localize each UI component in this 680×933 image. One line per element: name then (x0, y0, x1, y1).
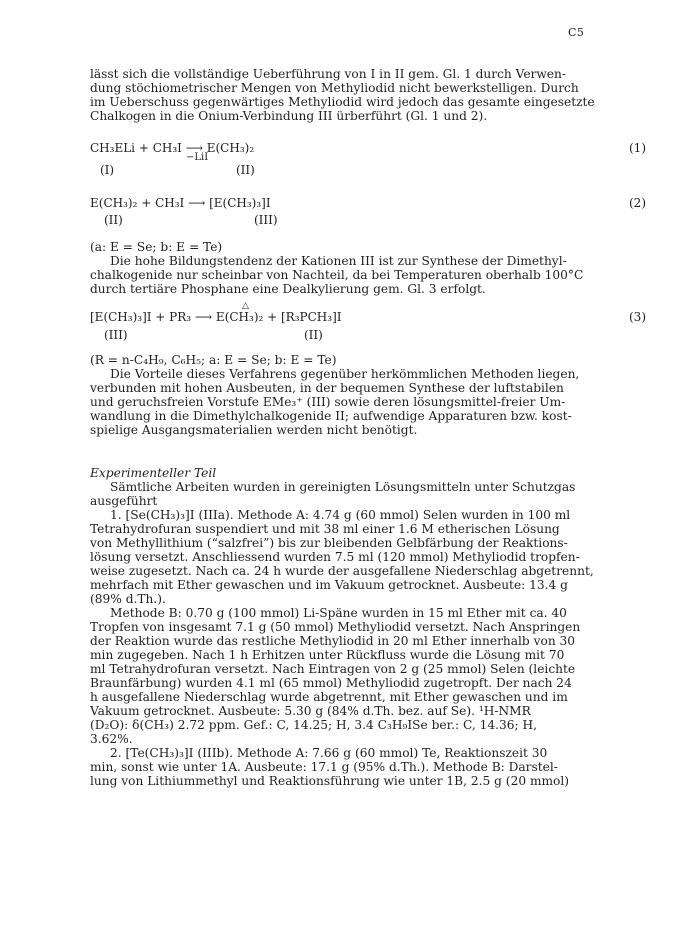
text-line: dung stöchiometrischer Mengen von Methyliodid nicht bewerkstelligen. Durch (90, 81, 579, 95)
text-line: Methode B: 0.70 g (100 mmol) Li-Späne wurden in 15 ml Ether mit ca. 40 (110, 606, 567, 620)
text-line: Tropfen von insgesamt 7.1 g (50 mmol) Methyliodid versetzt. Nach Anspringen (90, 620, 581, 634)
section-title: Experimenteller Teil (90, 466, 217, 480)
equation-3-arrow-label: △ (242, 301, 249, 311)
equation-1-number: (1) (629, 141, 646, 155)
page-number: C5 (568, 26, 585, 39)
text-line: mehrfach mit Ether gewaschen und im Vakuum getrocknet. Ausbeute: 13.4 g (90, 578, 568, 592)
text-line: 2. [Te(CH₃)₃]I (IIIb). Methode A: 7.66 g (60 mmol) Te, Reaktionszeit 30 (110, 746, 548, 760)
text-line: weise zugesetzt. Nach ca. 24 h wurde der ausgefallene Niederschlag abgetrennt, (90, 564, 594, 578)
text-line: ausgeführt (90, 494, 158, 508)
text-line: von Methyllithium (“salzfrei”) bis zur bleibenden Gelbfärbung der Reaktions- (90, 536, 568, 550)
text-line: ml Tetrahydrofuran versetzt. Nach Eintragen von 2 g (25 mmol) Selen (leichte (90, 662, 576, 676)
equation-2-label-a: (II) (104, 213, 123, 227)
equation-1-arrow-label: −LiI (186, 152, 209, 163)
paragraph-intro (90, 67, 595, 123)
text-line: durch tertiäre Phosphane eine Dealkylierung gem. Gl. 3 erfolgt. (90, 282, 486, 296)
text-line: h ausgefallene Niederschlag wurde abgetrennt, mit Ether gewaschen und im (90, 690, 568, 704)
text-line: im Ueberschuss gegenwärtiges Methyliodid wird jedoch das gesamte eingesetzte (90, 95, 595, 109)
equation-3-expression: [E(CH₃)₃]I + PR₃ ⟶ E(CH₃)₂ + [R₃PCH₃]I (90, 310, 342, 324)
equation-3-label-a: (III) (104, 328, 128, 342)
text-line: Die hohe Bildungstendenz der Kationen III ist zur Synthese der Dimethyl- (110, 254, 567, 268)
text-line: chalkogenide nur scheinbar von Nachteil, da bei Temperaturen oberhalb 100°C (90, 268, 584, 282)
equation-2-label-b: (III) (254, 213, 278, 227)
paragraph-advantages (90, 353, 590, 437)
text-line: Vakuum getrocknet. Ausbeute: 5.30 g (84% d.Th. bez. auf Se). ¹H-NMR (90, 704, 531, 718)
text-line: der Reaktion wurde das restliche Methyliodid in 20 ml Ether innerhalb von 30 (90, 634, 576, 648)
equation-2-expression: E(CH₃)₂ + CH₃I ⟶ [E(CH₃)₃]I (90, 196, 271, 210)
text-line: (a: E = Se; b: E = Te) (90, 240, 223, 254)
text-line: 3.62%. (90, 732, 133, 746)
text-line: (R = n-C₄H₉, C₆H₅; a: E = Se; b: E = Te) (90, 353, 337, 367)
text-line: lung von Lithiummethyl und Reaktionsführung wie unter 1B, 2.5 g (20 mmol) (90, 774, 570, 788)
text-line: Die Vorteile dieses Verfahrens gegenüber herkömmlichen Methoden liegen, (110, 367, 580, 381)
text-line: min, sonst wie unter 1A. Ausbeute: 17.1 g (95% d.Th.). Methode B: Darstel- (90, 760, 558, 774)
text-line: Chalkogen in die Onium-Verbindung III ürberführt (Gl. 1 und 2). (90, 109, 488, 123)
experimental-section (90, 466, 594, 788)
text-line: wandlung in die Dimethylchalkogenide II; aufwendige Apparaturen bzw. kost- (90, 409, 572, 423)
paragraph-dealkylation (90, 240, 590, 296)
text-line: spielige Ausgangsmaterialien werden nicht benötigt. (90, 423, 418, 437)
text-line: 1. [Se(CH₃)₃]I (IIIa). Methode A: 4.74 g (60 mmol) Selen wurden in 100 ml (110, 508, 571, 522)
text-line: lösung versetzt. Anschliessend wurden 7.5 ml (120 mmol) Methyliodid tropfen- (90, 550, 580, 564)
text-line: min zugegeben. Nach 1 h Erhitzen unter Rückfluss wurde die Lösung mit 70 (90, 648, 565, 662)
equation-1 (90, 141, 646, 177)
equation-1-label-b: (II) (236, 163, 255, 177)
text-line: lässt sich die vollständige Ueberführung von I in II gem. Gl. 1 durch Verwen- (90, 67, 566, 81)
text-line: Braunfärbung) wurden 4.1 ml (65 mmol) Methyliodid zugetropft. Der nach 24 (90, 676, 572, 690)
text-line: verbunden mit hohen Ausbeuten, in der bequemen Synthese der luftstabilen (90, 381, 564, 395)
equation-3-label-b: (II) (304, 328, 323, 342)
equation-2-number: (2) (629, 196, 646, 210)
equation-1-expression: CH₃ELi + CH₃I ⟶ E(CH₃)₂ (90, 141, 255, 155)
text-line: und geruchsfreien Vorstufe EMe₃⁺ (III) sowie deren lösungsmittel-freier Um- (90, 395, 566, 409)
text-line: (D₂O): δ(CH₃) 2.72 ppm. Gef.: C, 14.25; H, 3.4 C₃H₉ISe ber.: C, 14.36; H, (90, 718, 537, 732)
text-line: Sämtliche Arbeiten wurden in gereinigten Lösungsmitteln unter Schutzgas (110, 480, 576, 494)
equation-3 (90, 301, 646, 342)
text-line: (89% d.Th.). (90, 592, 166, 606)
equation-1-label-a: (I) (100, 163, 115, 177)
equation-3-number: (3) (629, 310, 646, 324)
equation-2 (90, 196, 646, 228)
text-line: Tetrahydrofuran suspendiert und mit 38 ml einer 1.6 M etherischen Lösung (90, 522, 560, 536)
